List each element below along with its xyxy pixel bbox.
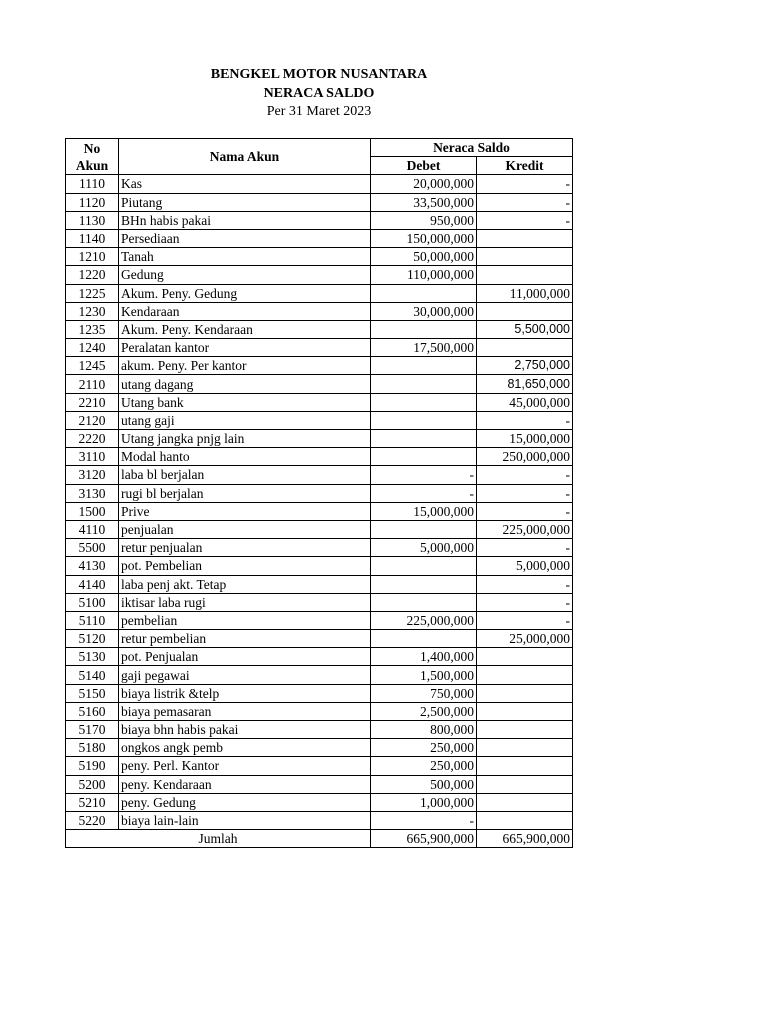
debet-cell: - xyxy=(371,466,477,484)
account-number-cell: 5160 xyxy=(66,702,119,720)
account-number-cell: 3120 xyxy=(66,466,119,484)
debet-cell: - xyxy=(371,484,477,502)
kredit-cell: 250,000,000 xyxy=(477,448,573,466)
debet-cell: 20,000,000 xyxy=(371,175,477,193)
kredit-cell xyxy=(477,229,573,247)
account-number-cell: 1230 xyxy=(66,302,119,320)
debet-cell: 17,500,000 xyxy=(371,339,477,357)
table-row xyxy=(66,757,573,775)
account-number-cell: 5120 xyxy=(66,630,119,648)
table-row xyxy=(66,357,573,375)
account-name-cell: utang dagang xyxy=(119,375,371,393)
debet-cell xyxy=(371,448,477,466)
table-row xyxy=(66,448,573,466)
kredit-cell: - xyxy=(477,593,573,611)
account-number-cell: 1210 xyxy=(66,248,119,266)
account-number-cell: 1220 xyxy=(66,266,119,284)
account-number-cell: 5190 xyxy=(66,757,119,775)
account-number-cell: 3130 xyxy=(66,484,119,502)
company-name: BENGKEL MOTOR NUSANTARA xyxy=(210,67,428,82)
debet-cell: 500,000 xyxy=(371,775,477,793)
account-number-cell: 1130 xyxy=(66,211,119,229)
account-number-cell: 5500 xyxy=(66,539,119,557)
table-row xyxy=(66,484,573,502)
table-row xyxy=(66,575,573,593)
account-name-cell: peny. Gedung xyxy=(119,793,371,811)
account-number-cell: 1110 xyxy=(66,175,119,193)
debet-cell: 800,000 xyxy=(371,721,477,739)
debet-cell: 1,400,000 xyxy=(371,648,477,666)
table-row xyxy=(66,175,573,193)
account-name-cell: penjualan xyxy=(119,520,371,538)
account-name-cell: iktisar laba rugi xyxy=(119,593,371,611)
kredit-cell: - xyxy=(477,466,573,484)
debet-cell xyxy=(371,357,477,375)
kredit-cell xyxy=(477,648,573,666)
column-header-account-number-line1: No xyxy=(83,140,101,156)
debet-cell xyxy=(371,593,477,611)
table-row xyxy=(66,320,573,338)
table-row xyxy=(66,539,573,557)
account-name-cell: Gedung xyxy=(119,266,371,284)
kredit-cell: - xyxy=(477,193,573,211)
table-row xyxy=(66,739,573,757)
kredit-cell xyxy=(477,666,573,684)
account-number-cell: 1120 xyxy=(66,193,119,211)
table-row xyxy=(66,520,573,538)
account-name-cell: utang gaji xyxy=(119,411,371,429)
account-number-cell: 1240 xyxy=(66,339,119,357)
account-name-cell: Peralatan kantor xyxy=(119,339,371,357)
kredit-cell: - xyxy=(477,502,573,520)
account-number-cell: 5180 xyxy=(66,739,119,757)
trial-balance-table xyxy=(65,138,573,848)
account-number-cell: 5170 xyxy=(66,721,119,739)
kredit-cell xyxy=(477,266,573,284)
header-row-1 xyxy=(66,139,573,157)
account-name-cell: biaya bhn habis pakai xyxy=(119,721,371,739)
debet-cell xyxy=(371,393,477,411)
total-row xyxy=(66,830,573,848)
kredit-cell: 81,650,000 xyxy=(477,375,573,393)
account-number-cell: 4130 xyxy=(66,557,119,575)
kredit-cell xyxy=(477,684,573,702)
column-header-kredit: Kredit xyxy=(477,157,573,175)
account-name-cell: pot. Penjualan xyxy=(119,648,371,666)
kredit-cell xyxy=(477,339,573,357)
account-number-cell: 2220 xyxy=(66,430,119,448)
debet-cell xyxy=(371,520,477,538)
account-name-cell: rugi bl berjalan xyxy=(119,484,371,502)
account-number-cell: 1140 xyxy=(66,229,119,247)
table-row xyxy=(66,211,573,229)
account-name-cell: peny. Perl. Kantor xyxy=(119,757,371,775)
kredit-cell: - xyxy=(477,484,573,502)
account-name-cell: Kendaraan xyxy=(119,302,371,320)
debet-cell: 750,000 xyxy=(371,684,477,702)
debet-cell xyxy=(371,320,477,338)
kredit-cell: - xyxy=(477,211,573,229)
debet-cell xyxy=(371,575,477,593)
debet-cell xyxy=(371,411,477,429)
table-row xyxy=(66,648,573,666)
table-row xyxy=(66,229,573,247)
account-name-cell: Utang jangka pnjg lain xyxy=(119,430,371,448)
account-number-cell: 1245 xyxy=(66,357,119,375)
account-name-cell: retur penjualan xyxy=(119,539,371,557)
table-row xyxy=(66,411,573,429)
account-name-cell: laba penj akt. Tetap xyxy=(119,575,371,593)
debet-cell: 225,000,000 xyxy=(371,611,477,629)
table-row xyxy=(66,466,573,484)
debet-cell: 33,500,000 xyxy=(371,193,477,211)
total-debet: 665,900,000 xyxy=(371,830,477,848)
account-number-cell: 5110 xyxy=(66,611,119,629)
account-number-cell: 5140 xyxy=(66,666,119,684)
account-number-cell: 2120 xyxy=(66,411,119,429)
debet-cell: 110,000,000 xyxy=(371,266,477,284)
kredit-cell: 5,000,000 xyxy=(477,557,573,575)
account-name-cell: Prive xyxy=(119,502,371,520)
table-row xyxy=(66,793,573,811)
ledger-body xyxy=(66,175,573,830)
account-number-cell: 5100 xyxy=(66,593,119,611)
table-row xyxy=(66,630,573,648)
debet-cell xyxy=(371,630,477,648)
account-number-cell: 5200 xyxy=(66,775,119,793)
account-number-cell: 5130 xyxy=(66,648,119,666)
kredit-cell: - xyxy=(477,175,573,193)
table-row xyxy=(66,502,573,520)
account-name-cell: pembelian xyxy=(119,611,371,629)
table-row xyxy=(66,284,573,302)
account-number-cell: 2210 xyxy=(66,393,119,411)
table-row xyxy=(66,193,573,211)
column-group-header-trial-balance: Neraca Saldo xyxy=(371,139,573,157)
account-name-cell: Tanah xyxy=(119,248,371,266)
account-name-cell: Kas xyxy=(119,175,371,193)
debet-cell: 1,000,000 xyxy=(371,793,477,811)
debet-cell xyxy=(371,557,477,575)
debet-cell: 50,000,000 xyxy=(371,248,477,266)
account-name-cell: laba bl berjalan xyxy=(119,466,371,484)
account-name-cell: peny. Kendaraan xyxy=(119,775,371,793)
account-number-cell: 5220 xyxy=(66,811,119,829)
debet-cell xyxy=(371,284,477,302)
kredit-cell: - xyxy=(477,539,573,557)
debet-cell: 250,000 xyxy=(371,739,477,757)
account-name-cell: Persediaan xyxy=(119,229,371,247)
debet-cell: 950,000 xyxy=(371,211,477,229)
table-row xyxy=(66,684,573,702)
account-number-cell: 4140 xyxy=(66,575,119,593)
account-name-cell: biaya pemasaran xyxy=(119,702,371,720)
account-name-cell: biaya listrik &telp xyxy=(119,684,371,702)
account-number-cell: 2110 xyxy=(66,375,119,393)
kredit-cell: - xyxy=(477,575,573,593)
debet-cell xyxy=(371,375,477,393)
kredit-cell: - xyxy=(477,611,573,629)
table-row xyxy=(66,557,573,575)
debet-cell: 15,000,000 xyxy=(371,502,477,520)
column-header-account-number-line2: Akun xyxy=(75,157,109,173)
report-period: Per 31 Maret 2023 xyxy=(266,104,372,119)
table-row xyxy=(66,375,573,393)
debet-cell: 2,500,000 xyxy=(371,702,477,720)
account-number-cell: 5150 xyxy=(66,684,119,702)
debet-cell: 30,000,000 xyxy=(371,302,477,320)
account-name-cell: retur pembelian xyxy=(119,630,371,648)
kredit-cell: 15,000,000 xyxy=(477,430,573,448)
account-number-cell: 3110 xyxy=(66,448,119,466)
kredit-cell: 25,000,000 xyxy=(477,630,573,648)
table-row xyxy=(66,302,573,320)
account-name-cell: Piutang xyxy=(119,193,371,211)
account-name-cell: pot. Pembelian xyxy=(119,557,371,575)
account-name-cell: Akum. Peny. Gedung xyxy=(119,284,371,302)
kredit-cell xyxy=(477,702,573,720)
account-number-cell: 1235 xyxy=(66,320,119,338)
table-row xyxy=(66,702,573,720)
account-name-cell: Utang bank xyxy=(119,393,371,411)
kredit-cell xyxy=(477,721,573,739)
table-row xyxy=(66,666,573,684)
debet-cell: - xyxy=(371,811,477,829)
kredit-cell: 11,000,000 xyxy=(477,284,573,302)
kredit-cell xyxy=(477,248,573,266)
table-row xyxy=(66,593,573,611)
debet-cell: 250,000 xyxy=(371,757,477,775)
table-row xyxy=(66,339,573,357)
debet-cell: 150,000,000 xyxy=(371,229,477,247)
account-name-cell: gaji pegawai xyxy=(119,666,371,684)
column-header-account-name: Nama Akun xyxy=(119,139,371,175)
kredit-cell: 5,500,000 xyxy=(477,320,573,338)
kredit-cell xyxy=(477,739,573,757)
table-row xyxy=(66,248,573,266)
kredit-cell: 2,750,000 xyxy=(477,357,573,375)
table-row xyxy=(66,430,573,448)
account-number-cell: 4110 xyxy=(66,520,119,538)
table-row xyxy=(66,811,573,829)
report-title: NERACA SALDO xyxy=(263,85,375,101)
kredit-cell xyxy=(477,793,573,811)
kredit-cell xyxy=(477,757,573,775)
total-label: Jumlah xyxy=(66,830,371,848)
account-number-cell: 1500 xyxy=(66,502,119,520)
report-header xyxy=(0,66,638,122)
kredit-cell xyxy=(477,302,573,320)
debet-cell xyxy=(371,430,477,448)
kredit-cell: 45,000,000 xyxy=(477,393,573,411)
column-header-account-number xyxy=(66,139,119,175)
account-name-cell: biaya lain-lain xyxy=(119,811,371,829)
account-name-cell: akum. Peny. Per kantor xyxy=(119,357,371,375)
account-name-cell: Modal hanto xyxy=(119,448,371,466)
debet-cell: 5,000,000 xyxy=(371,539,477,557)
debet-cell: 1,500,000 xyxy=(371,666,477,684)
kredit-cell xyxy=(477,775,573,793)
account-name-cell: ongkos angk pemb xyxy=(119,739,371,757)
account-number-cell: 1225 xyxy=(66,284,119,302)
account-name-cell: BHn habis pakai xyxy=(119,211,371,229)
kredit-cell xyxy=(477,811,573,829)
kredit-cell: 225,000,000 xyxy=(477,520,573,538)
table-row xyxy=(66,611,573,629)
table-row xyxy=(66,775,573,793)
total-kredit: 665,900,000 xyxy=(477,830,573,848)
kredit-cell: - xyxy=(477,411,573,429)
account-number-cell: 5210 xyxy=(66,793,119,811)
account-name-cell: Akum. Peny. Kendaraan xyxy=(119,320,371,338)
table-row xyxy=(66,266,573,284)
column-header-debet: Debet xyxy=(371,157,477,175)
table-row xyxy=(66,393,573,411)
table-row xyxy=(66,721,573,739)
